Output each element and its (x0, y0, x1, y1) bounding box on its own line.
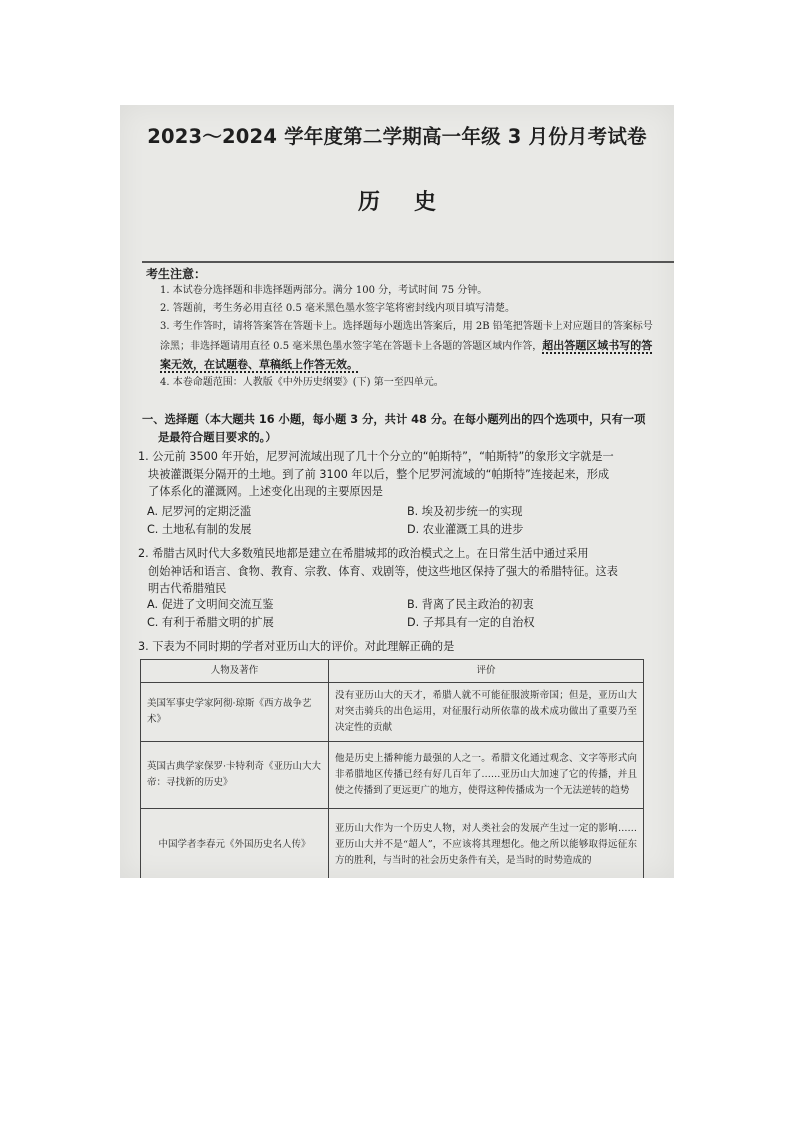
question-1-options (147, 503, 667, 539)
notice-item-3 (160, 318, 660, 376)
question-3-stem: 3. 下表为不同时期的学者对亚历山大的评价。对此理解正确的是 (138, 640, 455, 653)
exam-title: 2023～2024 学年度第二学期高一年级 3 月份月考试卷 (147, 125, 647, 148)
notice-item-2: 2. 答题前，考生务必用直径 0.5 毫米黑色墨水签字笔将密封线内项目填写清楚。 (160, 303, 515, 314)
subject-title: 历史 (357, 190, 470, 215)
notice-item-4: 4. 本卷命题范围：人教版《中外历史纲要》(下) 第一至四单元。 (160, 377, 444, 388)
table-header-person: 人物及著作 (141, 660, 329, 683)
exam-paper (120, 105, 674, 878)
notice-item-3-emphasis: 超出答题区域书写的答案无效，在试题卷、草稿纸上作答无效。 (160, 338, 653, 371)
section-heading-line-2: 是最符合题目要求的。） (158, 431, 277, 444)
question-1-option-c: C. 土地私有制的发展 (147, 523, 252, 536)
section-heading (142, 411, 657, 447)
question-2-options (147, 596, 667, 632)
table-cell-comment: 他是历史上播种能力最强的人之一。希腊文化通过观念、文字等形式向非希腊地区传播已经有好几百年了……亚历山大加速了它的传播，并且使之传播到了更远更广的地方，使得这种传播成为一个无法逆转的趋势 (329, 742, 644, 809)
table-cell-person: 美国军事史学家阿彻·琼斯《西方战争艺术》 (141, 683, 329, 742)
table-header-comment: 评价 (329, 660, 644, 683)
notice-item-1: 1. 本试卷分选择题和非选择题两部分。满分 100 分，考试时间 75 分钟。 (160, 285, 488, 296)
question-2-stem (138, 545, 658, 598)
table-row (141, 683, 644, 742)
question-1-stem-line-3: 了体系化的灌溉网。上述变化出现的主要原因是 (148, 485, 383, 498)
section-heading-line-1: 一、选择题（本大题共 16 小题，每小题 3 分，共计 48 分。在每小题列出的四个选项中，只有一项 (142, 413, 646, 426)
table-cell-comment: 亚历山大作为一个历史人物，对人类社会的发展产生过一定的影响……亚历山大并不是“超人”，不应该将其理想化。他之所以能够取得远征东方的胜利，与当时的社会历史条件有关，是当时的时势造成的 (329, 809, 644, 879)
question-2-option-b: B. 背离了民主政治的初衷 (407, 598, 534, 611)
evaluation-table (140, 659, 644, 878)
question-1-stem-line-2: 块被灌溉渠分隔开的土地。到了前 3100 年以后，整个尼罗河流域的“帕斯特”连接起来，形成 (148, 467, 610, 481)
notice-heading: 考生注意： (146, 267, 207, 281)
question-2-stem-line-1: 2. 希腊古风时代大多数殖民地都是建立在希腊城邦的政治模式之上。在日常生活中通过采用 (138, 547, 589, 560)
question-2-option-a: A. 促进了文明间交流互鉴 (147, 598, 274, 611)
question-2-option-c: C. 有利于希腊文明的扩展 (147, 616, 274, 629)
table-cell-person: 中国学者李春元《外国历史名人传》 (141, 809, 329, 879)
question-2-stem-line-2: 创始神话和语言、食物、教育、宗教、体育、戏剧等，使这些地区保持了强大的希腊特征。这表 (148, 564, 618, 578)
question-1-stem (138, 448, 658, 501)
question-1-option-a: A. 尼罗河的定期泛滥 (147, 505, 252, 518)
notice-item-3-text: 3. 考生作答时，请将答案答在答题卡上。选择题每小题选出答案后，用 2B 铅笔把答题卡上对应题目的答案标号涂黑；非选择题请用直径 0.5 毫米黑色墨水签字笔在答题卡上各题的答题区域内作答， (160, 321, 653, 352)
table-header-row (141, 660, 644, 683)
table-cell-person: 英国古典学家保罗·卡特利奇《亚历山大大帝：寻找新的历史》 (141, 742, 329, 809)
table-row (141, 809, 644, 879)
table-cell-comment: 没有亚历山大的天才，希腊人就不可能征服波斯帝国；但是，亚历山大对突击骑兵的出色运用，对征服行动所依靠的战术成功做出了重要乃至决定性的贡献 (329, 683, 644, 742)
question-2-option-d: D. 子邦具有一定的自治权 (407, 616, 535, 629)
question-1-option-b: B. 埃及初步统一的实现 (407, 505, 523, 518)
question-1-option-d: D. 农业灌溉工具的进步 (407, 523, 524, 536)
divider-line (142, 261, 674, 263)
question-1-stem-line-1: 1. 公元前 3500 年开始，尼罗河流域出现了几十个分立的“帕斯特”，“帕斯特”的象形文字就是一 (138, 450, 614, 463)
table-row (141, 742, 644, 809)
question-2-stem-line-3: 明古代希腊殖民 (148, 582, 227, 595)
